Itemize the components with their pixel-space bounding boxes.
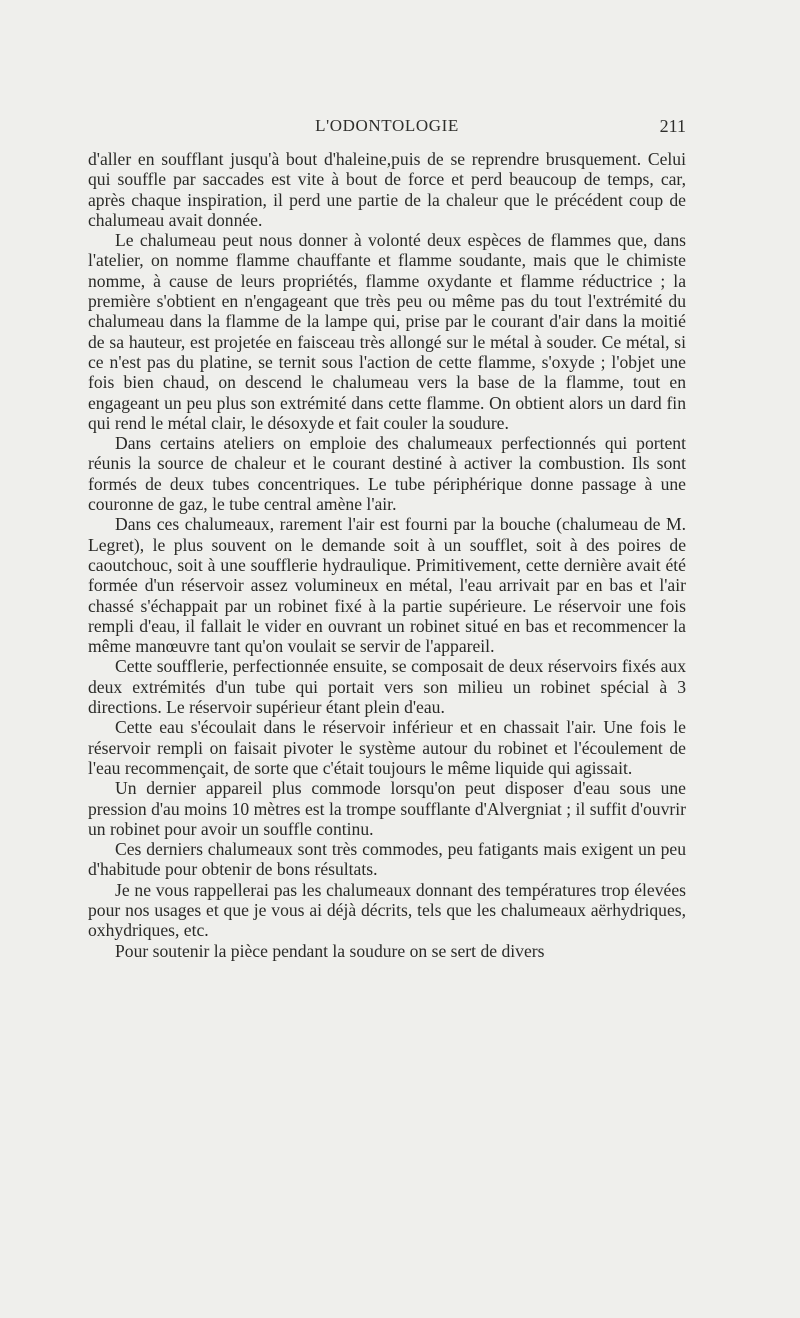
running-title: L'ODONTOLOGIE bbox=[315, 116, 459, 135]
paragraph: Le chalumeau peut nous donner à volonté deux espèces de flammes que, dans l'atelier, on nomme flamme chauffante et flamme soudante, mais que le chimiste nomme, à cause de leurs propriétés, flamme oxydante et flamme réductrice ; la première s'obtient en n'engageant que très peu ou même pas du tout l'extrémité du chalumeau dans la flamme de la lampe qui, prise par le courant d'air dans la moitié de sa hauteur, est projetée en faisceau très allongé sur le métal à souder. Ce métal, si ce n'est pas du platine, se ternit sous l'action de cette flamme, s'oxyde ; l'objet une fois bien chaud, on descend le chalumeau vers la base de la flamme, tout en engageant un peu plus son extrémité dans cette flamme. On obtient alors un dard fin qui rend le métal clair, le désoxyde et fait couler la soudure. bbox=[88, 230, 686, 433]
paragraph: Dans ces chalumeaux, rarement l'air est fourni par la bouche (chalumeau de M. Legret), le plus souvent on le demande soit à un soufflet, soit à des poires de caoutchouc, soit à une soufflerie hydraulique. Primitivement, cette dernière avait été formée d'un réservoir assez volumineux en métal, l'eau arrivait par en bas et l'air chassé s'échappait par un robinet fixé à la partie supérieure. Le réservoir une fois rempli d'eau, il fallait le vider en ouvrant un robinet situé en bas et recommencer la même manœuvre tant qu'on voulait se servir de l'appareil. bbox=[88, 514, 686, 657]
page-number: 211 bbox=[659, 116, 686, 136]
paragraph: Cette soufflerie, perfectionnée ensuite, se composait de deux réservoirs fixés aux deux extrémités d'un tube qui portait vers son milieu un robinet spécial à 3 directions. Le réservoir supérieur étant plein d'eau. bbox=[88, 656, 686, 718]
body-text bbox=[88, 149, 686, 961]
paragraph: Je ne vous rappellerai pas les chalumeaux donnant des températures trop élevées pour nos usages et que je vous ai déjà décrits, tels que les chalumeaux aërhydriques, oxhydriques, etc. bbox=[88, 879, 686, 941]
paragraph: Ces derniers chalumeaux sont très commodes, peu fatigants mais exigent un peu d'habitude pour obtenir de bons résultats. bbox=[88, 839, 686, 880]
paragraph: Un dernier appareil plus commode lorsqu'on peut disposer d'eau sous une pression d'au moins 10 mètres est la trompe soufflante d'Alvergniat ; il suffit d'ouvrir un robinet pour avoir un souffle continu. bbox=[88, 778, 686, 839]
paragraph: Pour soutenir la pièce pendant la soudure on se sert de divers bbox=[115, 940, 545, 961]
paragraph: Dans certains ateliers on emploie des chalumeaux perfectionnés qui portent réunis la source de chaleur et le courant destiné à activer la combustion. Ils sont formés de deux tubes concentriques. Le tube périphérique donne passage à une couronne de gaz, le tube central amène l'air. bbox=[88, 433, 686, 515]
paragraph-continued: d'aller en soufflant jusqu'à bout d'haleine,puis de se reprendre brusquement. Celui qui souffle par saccades est vite à bout de force et perd beaucoup de temps, car, après chaque inspiration, il perd une partie de la chaleur que le précédent coup de chalumeau avait donnée. bbox=[88, 149, 686, 230]
running-head bbox=[88, 116, 686, 144]
paragraph: Cette eau s'écoulait dans le réservoir inférieur et en chassait l'air. Une fois le réservoir rempli on faisait pivoter le système autour du robinet et l'écoulement de l'eau recommençait, de sorte que c'était toujours le même liquide qui agissait. bbox=[88, 717, 686, 778]
